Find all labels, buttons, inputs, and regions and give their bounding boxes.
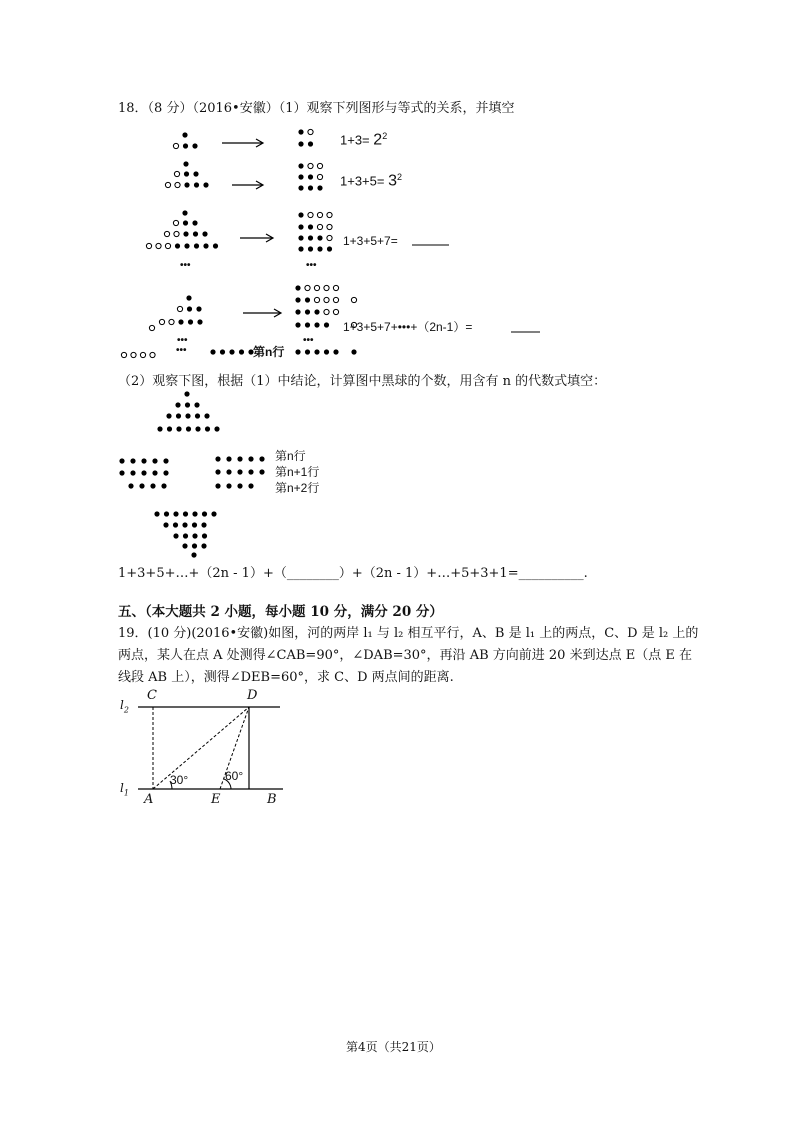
- equation-2-base: 3: [388, 172, 397, 190]
- label-d: D: [247, 688, 258, 703]
- ellipsis: •••: [303, 335, 314, 346]
- row-label-n-plus-2: 第n+2行: [275, 481, 320, 495]
- ellipsis: •••: [177, 335, 188, 346]
- equation-2-exponent: 2: [397, 172, 403, 182]
- angle-label-60: 60°: [225, 769, 244, 783]
- q18-header: 18．（8 分）（2016•安徽）（1）观察下列图形与等式的关系，并填空: [118, 101, 515, 116]
- page-footer: 第4页（共21页）: [346, 1040, 441, 1054]
- q18-part2: （2）观察下图，根据（1）中结论，计算图中黑球的个数，用含有 n 的代数式填空：: [118, 374, 607, 389]
- q19-line-1: 19．(10 分)(2016•安徽)如图，河的两岸 l₁ 与 l₂ 相互平行，A、B 是 l₁ 上的两点，C、D 是 l₂ 上的: [118, 626, 699, 641]
- label-b: B: [267, 792, 277, 807]
- equation-4: 1+3+5+7+•••+（2n-1）=: [343, 320, 473, 334]
- row-label-n: 第n行: [275, 449, 306, 463]
- row-label-n-plus-1: 第n+1行: [275, 465, 320, 479]
- q19-line-3: 线段 AB 上），测得∠DEB=60°，求 C、D 两点间的距离.: [118, 670, 454, 685]
- equation-3: 1+3+5+7=: [343, 234, 398, 248]
- ellipsis: •••: [176, 345, 187, 356]
- label-e: E: [211, 792, 221, 807]
- q19-line-2: 两点，某人在点 A 处测得∠CAB=90°，∠DAB=30°，再沿 AB 方向前进 20 米到达点 E（点 E 在: [118, 648, 692, 663]
- equation-1-base: 2: [373, 131, 383, 149]
- label-l1: $l_1$: [120, 781, 129, 798]
- equation-2-lhs: 1+3+5=: [340, 173, 385, 189]
- q18-final-equation: 1+3+5+…+（2n - 1）+（________）+（2n - 1）+…+5+3+1=__________.: [118, 566, 588, 581]
- label-a: A: [144, 792, 154, 807]
- ellipsis: •••: [180, 260, 191, 271]
- equation-1-exponent: 2: [382, 131, 388, 141]
- label-c: C: [147, 688, 157, 703]
- equation-1-lhs: 1+3=: [340, 132, 370, 148]
- label-l2: $l_2$: [120, 698, 129, 715]
- angle-label-30: 30°: [170, 773, 189, 787]
- nth-row-label: 第n行: [253, 345, 285, 359]
- ellipsis: •••: [306, 260, 317, 271]
- section-5-title: 五、（本大题共 2 小题，每小题 10 分，满分 20 分）: [118, 604, 443, 620]
